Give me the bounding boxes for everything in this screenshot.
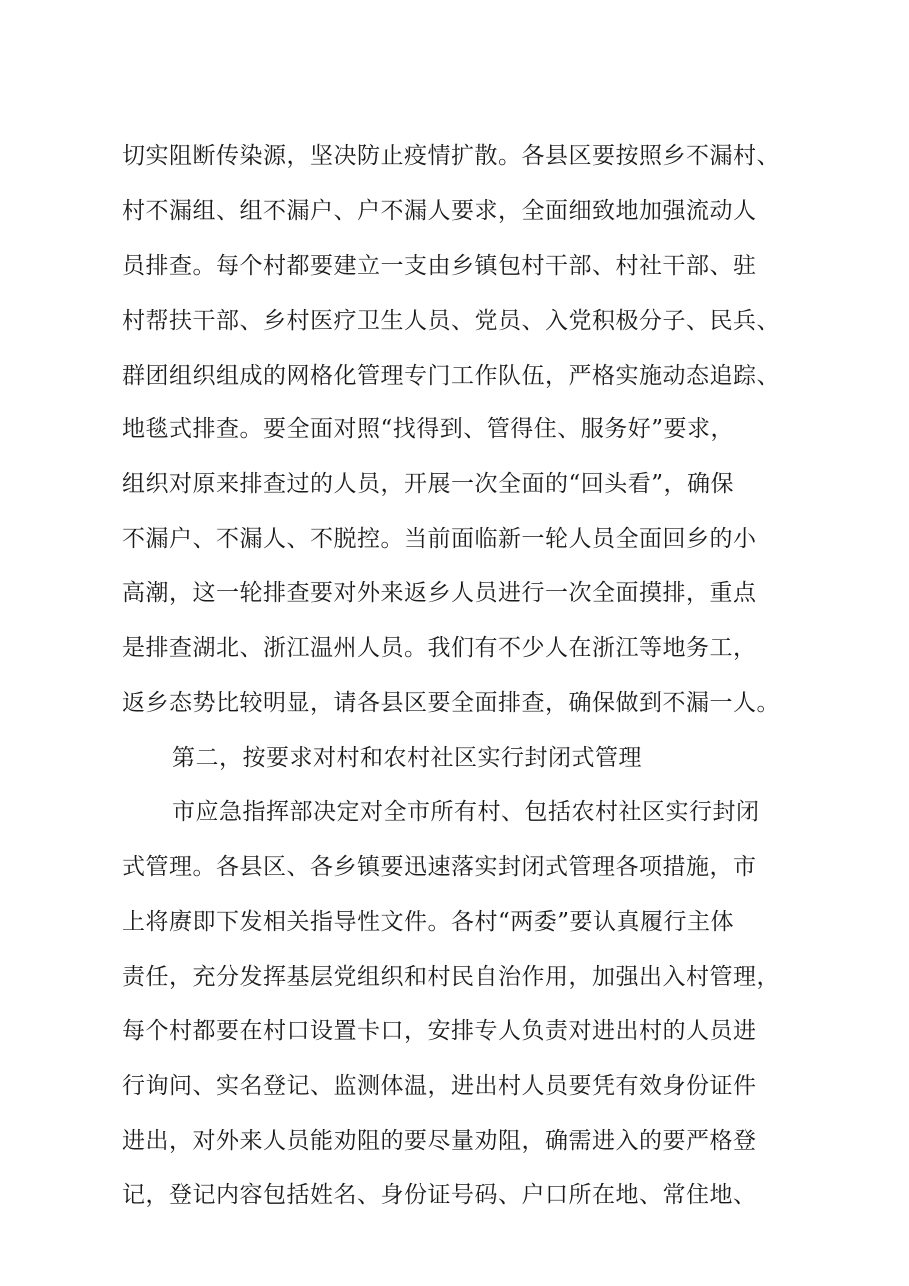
- paragraph-1-line-10: 是排查湖北、浙江温州人员。我们有不少人在浙江等地务工，: [122, 635, 757, 661]
- paragraph-1-line-9: 高潮，这一轮排查要对外来返乡人员进行一次全面摸排，重点: [122, 580, 757, 606]
- paragraph-2-line-5: 每个村都要在村口设置卡口，安排专人负责对进出村的人员进: [122, 1018, 757, 1044]
- paragraph-1-line-3: 员排查。每个村都要建立一支由乡镇包村干部、村社干部、驻: [122, 253, 757, 279]
- paragraph-1-line-1: 切实阻断传染源，坚决防止疫情扩散。各县区要按照乡不漏村、: [122, 143, 780, 169]
- paragraph-1-line-11: 返乡态势比较明显，请各县区要全面排查，确保做到不漏一人。: [122, 690, 780, 716]
- paragraph-1-line-2: 村不漏组、组不漏户、户不漏人要求，全面细致地加强流动人: [122, 198, 757, 224]
- paragraph-2-line-7: 进出，对外来人员能劝阻的要尽量劝阻，确需进入的要严格登: [122, 1128, 757, 1154]
- paragraph-2-line-3: 上将赓即下发相关指导性文件。各村“两委”要认真履行主体: [122, 909, 735, 935]
- paragraph-1-line-4: 村帮扶干部、乡村医疗卫生人员、党员、入党积极分子、民兵、: [122, 308, 780, 334]
- paragraph-1-line-8: 不漏户、不漏人、不脱控。当前面临新一轮人员全面回乡的小: [122, 526, 757, 552]
- paragraph-2-line-1: 市应急指挥部决定对全市所有村、包括农村社区实行封闭: [172, 799, 760, 825]
- paragraph-1-line-6: 地毯式排查。要全面对照“找得到、管得住、服务好”要求，: [122, 416, 735, 442]
- section-heading-2: 第二，按要求对村和农村社区实行封闭式管理: [172, 745, 642, 771]
- paragraph-1-line-5: 群团组织组成的网格化管理专门工作队伍，严格实施动态追踪、: [122, 363, 780, 389]
- paragraph-2-line-4: 责任，充分发挥基层党组织和村民自治作用，加强出入村管理，: [122, 964, 780, 990]
- paragraph-2-line-8: 记，登记内容包括姓名、身份证号码、户口所在地、常住地、: [122, 1182, 757, 1208]
- paragraph-1-line-7: 组织对原来排查过的人员，开展一次全面的“回头看”，确保: [122, 471, 735, 497]
- paragraph-2-line-6: 行询问、实名登记、监测体温，进出村人员要凭有效身份证件: [122, 1073, 757, 1099]
- paragraph-2-line-2: 式管理。各县区、各乡镇要迅速落实封闭式管理各项措施，市: [122, 854, 757, 880]
